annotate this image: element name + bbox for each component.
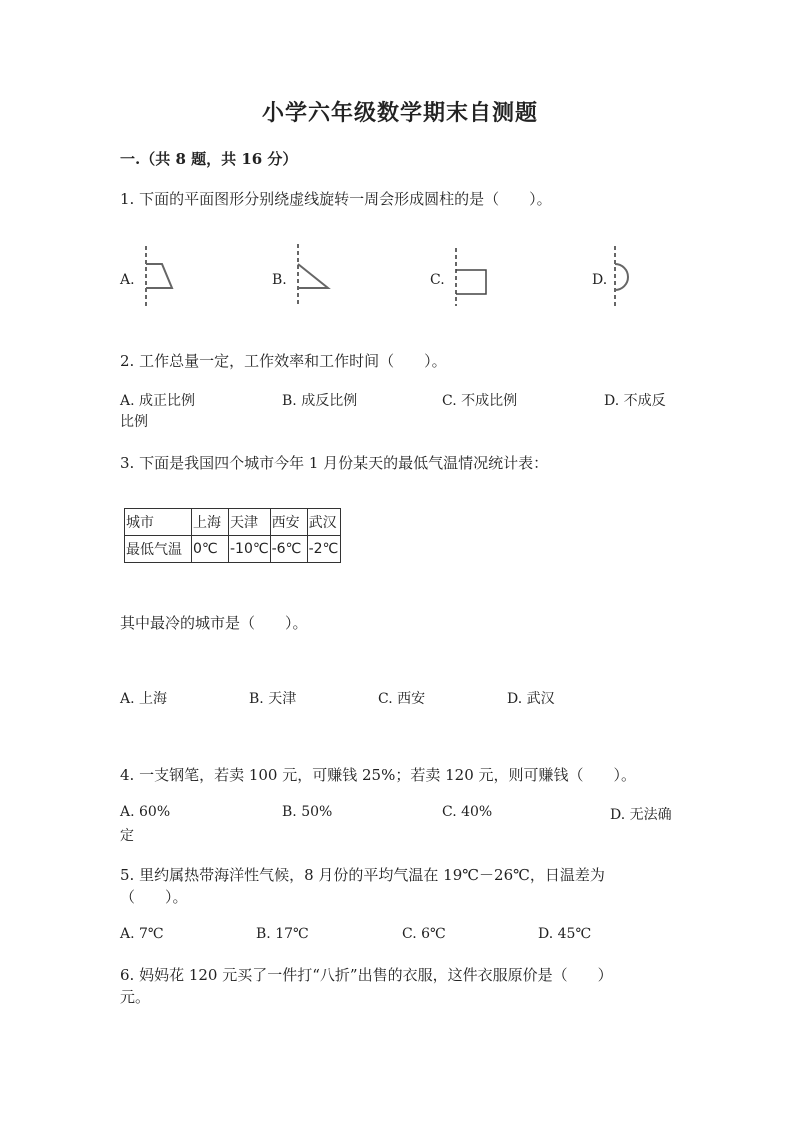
table-header-row	[125, 509, 341, 536]
q3-option-a[interactable]: A. 上海	[120, 691, 168, 707]
q4-option-c[interactable]: C. 40%	[442, 804, 493, 820]
q2-option-d[interactable]: D. 不成反	[604, 393, 666, 409]
q4-option-a[interactable]: A. 60%	[120, 804, 171, 820]
q3-option-b[interactable]: B. 天津	[249, 691, 297, 707]
temperature-table	[124, 508, 341, 563]
table-cell: -2℃	[307, 536, 340, 563]
table-cell: 西安	[270, 509, 307, 536]
q3-option-c[interactable]: C. 西安	[378, 691, 426, 707]
table-cell: -10℃	[229, 536, 271, 563]
q1-option-d[interactable]: D.	[592, 272, 608, 288]
table-cell: 上海	[192, 509, 229, 536]
q2-option-a[interactable]: A. 成正比例	[120, 393, 196, 409]
page-title: 小学六年级数学期末自测题	[261, 100, 538, 126]
q2-option-b[interactable]: B. 成反比例	[282, 393, 358, 409]
question-1-text: 1. 下面的平面图形分别绕虚线旋转一周会形成圆柱的是（ ）。	[120, 190, 552, 208]
q3-option-d[interactable]: D. 武汉	[507, 691, 555, 707]
semicircle-icon	[610, 246, 640, 308]
q5-option-a[interactable]: A. 7℃	[120, 926, 164, 942]
question-6-text: 6. 妈妈花 120 元买了一件打“八折”出售的衣服，这件衣服原价是（ ）	[120, 966, 613, 984]
q2-option-c[interactable]: C. 不成比例	[442, 393, 518, 409]
q2-option-d-wrap: 比例	[120, 414, 148, 430]
q5-option-c[interactable]: C. 6℃	[402, 926, 446, 942]
q5-option-b[interactable]: B. 17℃	[256, 926, 309, 942]
triangle-icon	[292, 244, 332, 308]
question-5-text: 5. 里约属热带海洋性气候，8 月份的平均气温在 19℃－26℃，日温差为	[120, 866, 605, 884]
q4-option-b[interactable]: B. 50%	[282, 804, 333, 820]
table-cell: 天津	[229, 509, 271, 536]
question-3-subtext: 其中最冷的城市是（ ）。	[120, 614, 308, 632]
question-2-text: 2. 工作总量一定，工作效率和工作时间（ ）。	[120, 352, 447, 370]
question-4-text: 4. 一支钢笔，若卖 100 元，可赚钱 25%；若卖 120 元，则可赚钱（ ）。	[120, 766, 637, 784]
rectangle-icon	[450, 248, 494, 308]
trapezoid-icon	[140, 246, 180, 308]
q1-option-c[interactable]: C.	[430, 272, 445, 288]
question-5-text-cont: （ ）。	[120, 888, 188, 906]
table-cell: 最低气温	[125, 536, 192, 563]
section-heading: 一.（共 8 题，共 16 分）	[120, 150, 298, 168]
q4-option-d[interactable]: D. 无法确	[610, 807, 672, 823]
q1-option-a[interactable]: A.	[120, 272, 135, 288]
q1-option-b[interactable]: B.	[272, 272, 287, 288]
q5-option-d[interactable]: D. 45℃	[538, 926, 592, 942]
q4-option-d-wrap: 定	[120, 828, 134, 844]
table-cell: 0℃	[192, 536, 229, 563]
question-6-text-cont: 元。	[120, 988, 151, 1006]
table-cell: 武汉	[307, 509, 340, 536]
table-cell: -6℃	[270, 536, 307, 563]
table-cell: 城市	[125, 509, 192, 536]
table-row	[125, 536, 341, 563]
question-3-text: 3. 下面是我国四个城市今年 1 月份某天的最低气温情况统计表：	[120, 454, 549, 472]
